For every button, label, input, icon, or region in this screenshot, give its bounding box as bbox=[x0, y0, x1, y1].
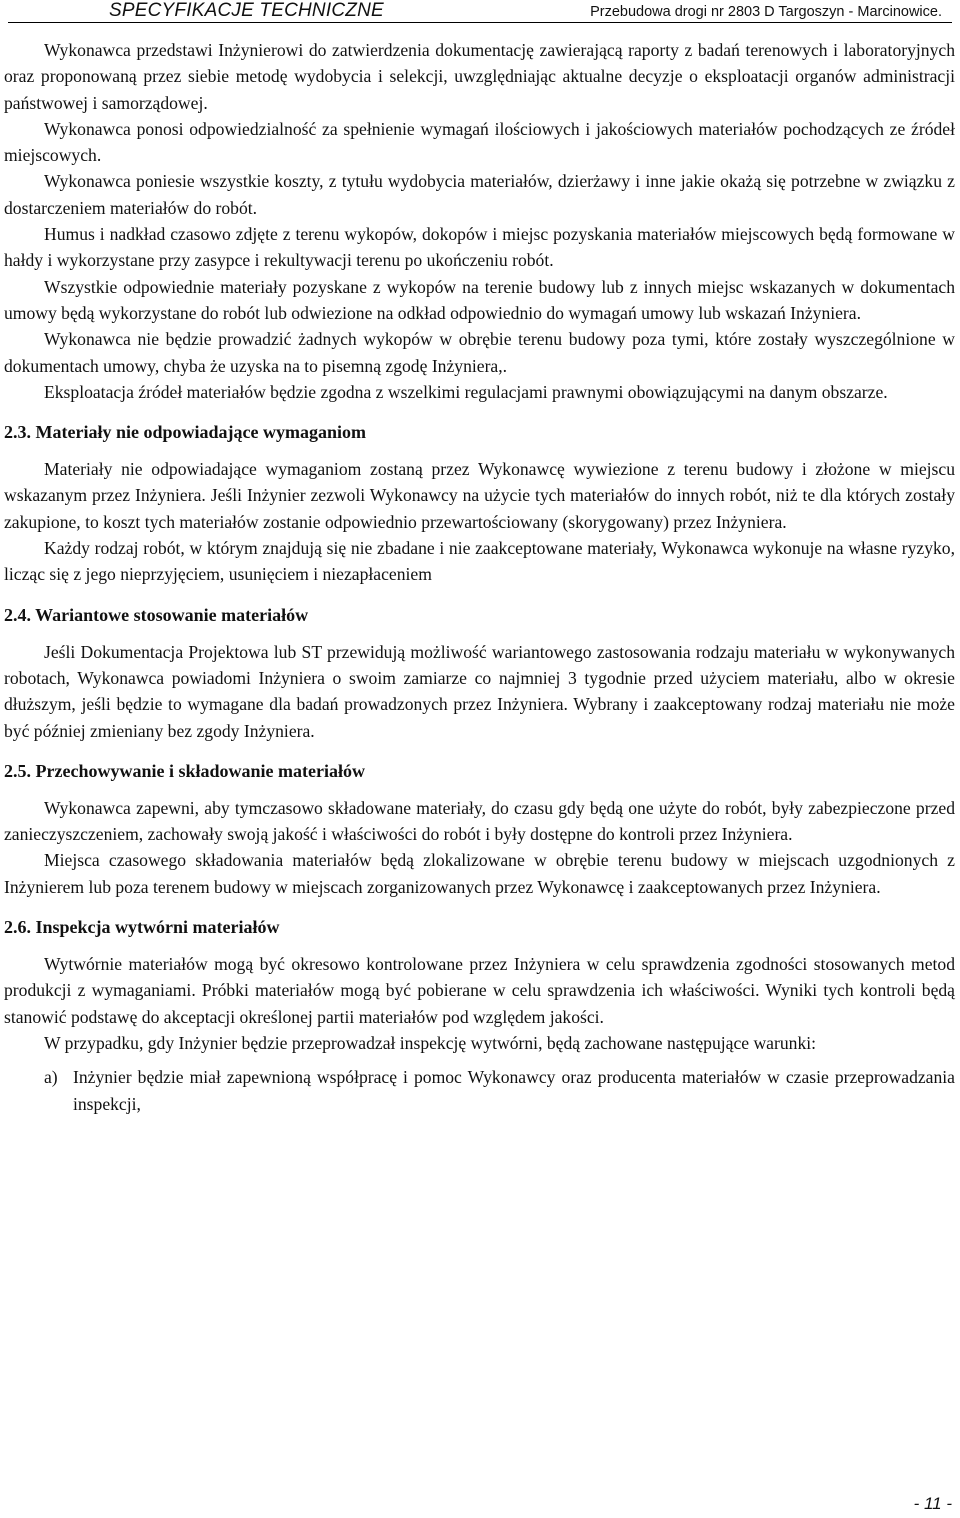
paragraph: Eksploatacja źródeł materiałów będzie zgodna z wszelkimi regulacjami prawnymi obowiązującymi na danym obszarze. bbox=[44, 381, 888, 402]
paragraph: Wykonawca zapewni, aby tymczasowo składowane materiały, do czasu gdy będą one użyte do robót, były zabezpieczone przed zanieczyszczeniem, zachowały swoją jakość i właściwości do robót i były dostępne do kontroli przez Inżyniera. bbox=[4, 797, 955, 845]
document-body bbox=[4, 37, 955, 1117]
paragraph: Wykonawca poniesie wszystkie koszty, z tytułu wydobycia materiałów, dzierżawy i inne jakie okażą się potrzebne w związku z dostarczeniem materiałów do robót. bbox=[4, 171, 955, 218]
header-project-name: Przebudowa drogi nr 2803 D Targoszyn - Marcinowice. bbox=[590, 4, 942, 20]
section-heading-2-5: 2.5. Przechowywanie i składowanie materiałów bbox=[4, 760, 365, 781]
paragraph: Wytwórnie materiałów mogą być okresowo kontrolowane przez Inżyniera w celu sprawdzenia zgodności stosowanych metod produkcji z wymaganiami. Próbki materiałów mogą być pobierane w celu sprawdzenia ich właściwości. Wyniki tych kontroli będą stanowić podstawę do akceptacji określonej partii materiałów pod względem jakości. bbox=[4, 954, 955, 1027]
list-item-marker: a) bbox=[44, 1067, 58, 1088]
paragraph: Każdy rodzaj robót, w którym znajdują się nie zbadane i nie zaakceptowane materiały, Wykonawca wykonuje na własne ryzyko, licząc się z jego nieprzyjęciem, usunięciem i niezapłaceniem bbox=[4, 538, 955, 585]
paragraph: Materiały nie odpowiadające wymaganiom zostaną przez Wykonawcę wywiezione z terenu budowy i złożone w miejscu wskazanym przez Inżyniera. Jeśli Inżynier zezwoli Wykonawcy na użycie tych materiałów do innych robót, niż te dla których zostały zakupione, to koszt tych materiałów zostanie odpowiednio przewartościowany (skorygowany) przez Inżyniera. bbox=[4, 459, 955, 532]
paragraph: Miejsca czasowego składowania materiałów będą zlokalizowane w obrębie terenu budowy w miejscach uzgodnionych z Inżynierem lub poza terenem budowy w miejscach zorganizowanych przez Wykonawcę i zaakceptowanych przez Inżyniera. bbox=[4, 850, 955, 897]
paragraph: Jeśli Dokumentacja Projektowa lub ST przewidują możliwość wariantowego zastosowania rodzaju materiału w wykonywanych robotach, Wykonawca powiadomi Inżyniera o swoim zamiarze co najmniej 3 tygodnie przed użyciem materiału, albo w okresie dłuższym, jeśli będzie to wymagane dla badań prowadzonych przez Inżyniera. Wybrany i zaakceptowany rodzaj materiału nie może być później zmieniany bez zgody Inżyniera. bbox=[4, 641, 955, 741]
header-title: SPECYFIKACJE TECHNICZNE bbox=[109, 0, 384, 21]
list-item bbox=[4, 1064, 955, 1117]
paragraph: Wszystkie odpowiednie materiały pozyskane z wykopów na terenie budowy lub z innych miejsc wskazanych w dokumentach umowy będą wykorzystane do robót lub odwiezione na odkład odpowiednio do wymagań umowy lub wskazań Inżyniera. bbox=[4, 276, 955, 323]
section-heading-2-6: 2.6. Inspekcja wytwórni materiałów bbox=[4, 917, 280, 938]
page-number: - 11 - bbox=[913, 1494, 952, 1513]
list-item-text: Inżynier będzie miał zapewnioną współpracę i pomoc Wykonawcy oraz producenta materiałów w czasie przeprowadzania inspekcji, bbox=[73, 1067, 955, 1114]
section-heading-2-3: 2.3. Materiały nie odpowiadające wymaganiom bbox=[4, 422, 366, 443]
conditions-list bbox=[4, 1064, 955, 1117]
paragraph: Wykonawca ponosi odpowiedzialność za spełnienie wymagań ilościowych i jakościowych materiałów pochodzących ze źródeł miejscowych. bbox=[4, 118, 955, 166]
paragraph: Wykonawca przedstawi Inżynierowi do zatwierdzenia dokumentację zawierającą raporty z badań terenowych i laboratoryjnych oraz proponowaną przez siebie metodę wydobycia i selekcji, uwzględniając aktualne decyzje o eksploatacji organów administracji państwowej i samorządowej. bbox=[4, 40, 955, 113]
paragraph: Wykonawca nie będzie prowadzić żadnych wykopów w obrębie terenu budowy poza tymi, które zostały wyszczególnione w dokumentach umowy, chyba że uzyska na to pisemną zgodę Inżyniera,. bbox=[4, 329, 955, 376]
page-header bbox=[8, 0, 952, 23]
paragraph: Humus i nadkład czasowo zdjęte z terenu wykopów, dokopów i miejsc pozyskania materiałów miejscowych będą formowane w hałdy i wykorzystane przy zasypce i rekultywacji terenu po ukończeniu robót. bbox=[4, 224, 955, 271]
paragraph: W przypadku, gdy Inżynier będzie przeprowadzał inspekcję wytwórni, będą zachowane następujące warunki: bbox=[44, 1032, 817, 1053]
section-heading-2-4: 2.4. Wariantowe stosowanie materiałów bbox=[4, 604, 309, 625]
